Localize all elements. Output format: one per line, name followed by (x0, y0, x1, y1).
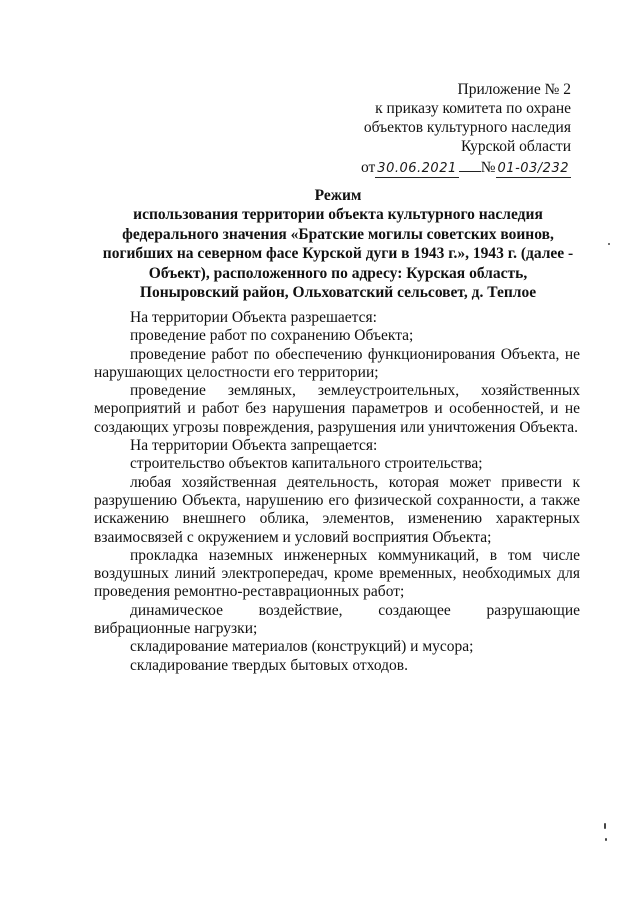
body-paragraph: динамическое воздействие, создающее разрушающие вибрационные нагрузки; (94, 601, 580, 638)
body-paragraph: складирование материалов (конструкций) и мусора; (130, 638, 474, 656)
body-paragraph: любая хозяйственная деятельность, которая может привести к разрушению Объекта, нарушению его физической сохранности, а также искажению внешнего облика, элементов, изменению характерных взаимосвязей с окружением и условий восприятия Объекта; (94, 473, 580, 546)
scan-speck (605, 838, 607, 841)
appendix-header (361, 80, 571, 178)
body-paragraph: прокладка наземных инженерных коммуникаций, в том числе воздушных линий электропередач, кроме временных, необходимых для проведения ремонтно-реставрационных работ; (94, 546, 580, 601)
body-paragraph: проведение работ по сохранению Объекта; (130, 327, 414, 345)
appendix-date-number-line (361, 157, 571, 178)
blank-underline (459, 157, 481, 172)
title-heading: Режим (314, 187, 362, 204)
body-paragraph: На территории Объекта запрещается: (130, 437, 378, 455)
appendix-region: Курской области (460, 138, 571, 155)
body-paragraph: складирование твердых бытовых отходов. (130, 656, 408, 674)
appendix-number: Приложение № 2 (457, 81, 571, 98)
body-paragraph: На территории Объекта разрешается: (130, 309, 377, 326)
handwritten-number: 01-03/232 (497, 161, 569, 176)
appendix-committee: объектов культурного наследия (363, 119, 571, 136)
date-prefix: от (360, 159, 376, 176)
scan-speck (604, 823, 606, 829)
handwritten-date: 30.06.2021 (377, 161, 457, 176)
document-body (94, 309, 580, 675)
body-paragraph: проведение работ по обеспечению функционирования Объекта, не нарушающих целостности его территории; (94, 345, 580, 381)
number-prefix: № (480, 159, 496, 176)
document-title (100, 186, 576, 302)
body-paragraph: проведение земляных, землеустроительных, хозяйственных мероприятий и работ без нарушения параметров и особенностей, и не создающих угрозы повреждения, разрушения или уничтожения Объекта. (94, 382, 580, 436)
scan-speck (608, 243, 610, 245)
appendix-order-ref: к приказу комитета по охране (375, 100, 571, 117)
title-subheading: использования территории объекта культурного наследия федерального значения «Братские могилы советских воинов, погибших на северном фасе Курской дуги в 1943 г.», 1943 г. (далее - Объект), расположенного по адресу: Курская область, Поныровский район, Ольховатский сельсовет, д. Теплое (102, 206, 574, 302)
body-paragraph: строительство объектов капитального строительства; (130, 455, 483, 473)
